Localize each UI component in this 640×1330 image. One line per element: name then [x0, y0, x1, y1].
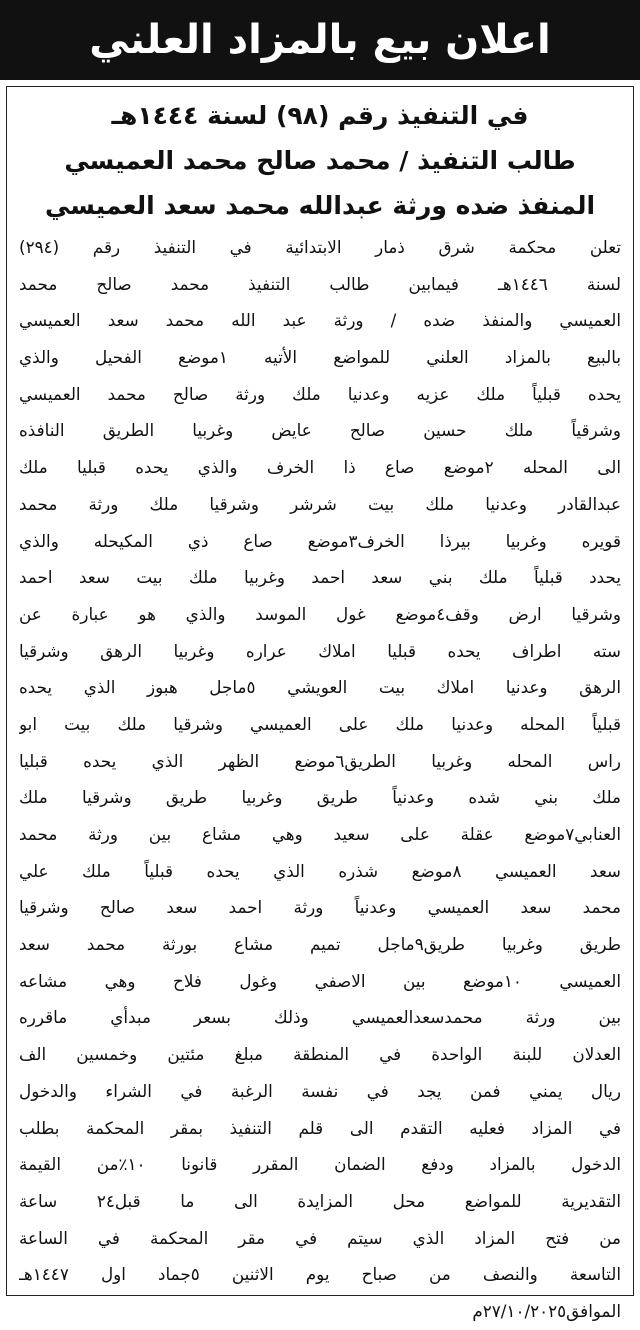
body-line: سته اطراف يحده قبليا املاك عراره وغربيا الرهق وشرقيا — [19, 640, 621, 661]
title-bar — [0, 0, 640, 80]
body-line: سعد العميسي ٨موضع شذره الذي يحده قبلياً ملك علي — [19, 860, 621, 881]
body-line: طريق وغربيا طريق٩ماجل تميم مشاع بورثة محمد سعد — [19, 934, 621, 955]
body-line: تعلن محكمة شرق ذمار الابتدائية في التنفيذ رقم (٢٩٤) — [19, 237, 621, 257]
body-line: العميسي ١٠موضع بين الاصفي وغول فلاح وهي مشاعه — [19, 970, 621, 991]
case-number-heading: في التنفيذ رقم (٩٨) لسنة ١٤٤٤هـ — [111, 101, 529, 130]
body-line: العدلان للبنة الواحدة في المنطقة مبلغ مئتين وخمسين الف — [19, 1044, 621, 1065]
body-line: من فتح المزاد الذي سيتم في مقر المحكمة في الساعة — [19, 1227, 621, 1248]
body-line: قويره وغربيا بيرذا الخرف٣موضع صاع ذي المكيحله والذي — [19, 530, 621, 551]
body-line: يحده قبلياً ملك عزيه وعدنيا ملك ورثة صالح محمد العميسي — [19, 383, 621, 404]
body-line: التاسعة والنصف من صباح يوم الاثنين ٥جماد اول ١٤٤٧هـ — [19, 1264, 621, 1285]
body-line: الى المحله ٢موضع صاع ذا الخرف والذي يحده قبليا ملك — [19, 457, 621, 478]
enforcement-requester-heading: طالب التنفيذ / محمد صالح محمد العميسي — [64, 146, 576, 175]
body-line: وشرقيا ارض وقف٤موضع غول الموسد والذي هو عبارة عن — [19, 603, 621, 624]
body-line: في المزاد فعليه التقدم الى قلم التنفيذ بمقر المحكمة بطلب — [19, 1117, 621, 1138]
body-line: ملك بني شده وعدنياً طريق وغربيا طريق وشرقيا ملك — [19, 787, 621, 808]
body-line: بالبيع بالمزاد العلني للمواضع الأتيه ١موضع الفحيل والذي — [19, 347, 621, 368]
body-line: عبدالقادر وعدنيا ملك بيت شرشر وشرقيا ملك ورثة محمد — [19, 493, 621, 514]
body-line: محمد سعد العميسي وعدنياً ورثة احمد سعد صالح وشرقيا — [19, 897, 621, 918]
body-line: ريال يمني فمن يجد في نفسة الرغبة في الشراء والدخول — [19, 1080, 621, 1101]
body-line: لسنة ١٤٤٦هـ فيمابين طالب التنفيذ محمد صالح محمد — [19, 273, 621, 294]
body-line: بين ورثة محمدسعدالعميسي وذلك بسعر مبدأي ماقرره — [19, 1007, 621, 1028]
notice-body — [19, 229, 621, 1330]
date-line: الموافق٢٧/١٠/٢٠٢٥م — [472, 1300, 621, 1321]
body-line: راس المحله وغربيا الطريق٦موضع الظهر الذي يحده قبليا — [19, 750, 621, 771]
body-line: التقديرية للمواضع محل المزايدة الى ما قبل٢٤ ساعة — [19, 1190, 621, 1211]
body-line: وشرقياً ملك حسين صالح عايض وغربيا الطريق النافذه — [19, 420, 621, 441]
notice-frame — [6, 86, 634, 1321]
body-line: قبلياً المحله وعدنيا ملك على العميسي وشرقيا ملك بيت ابو — [19, 713, 621, 734]
enforced-against-heading: المنفذ ضده ورثة عبدالله محمد سعد العميسي — [44, 191, 596, 220]
body-line: الرهق وعدنيا املاك بيت العويشي ٥ماجل هبوز الذي يحده — [19, 677, 621, 698]
body-line: يحدد قبلياً ملك بني سعد احمد وغربيا ملك بيت سعد احمد — [19, 567, 621, 588]
body-line: العنابي٧موضع عقلة على سعيد وهي مشاع بين ورثة محمد — [19, 824, 621, 844]
body-line: الدخول بالمزاد ودفع الضمان المقرر قانونا ١٠٪من القيمة — [19, 1154, 621, 1175]
body-line: العميسي والمنفذ ضده / ورثة عبد الله محمد سعد العميسي — [19, 310, 621, 331]
notice-title: اعلان بيع بالمزاد العلني — [89, 17, 551, 63]
